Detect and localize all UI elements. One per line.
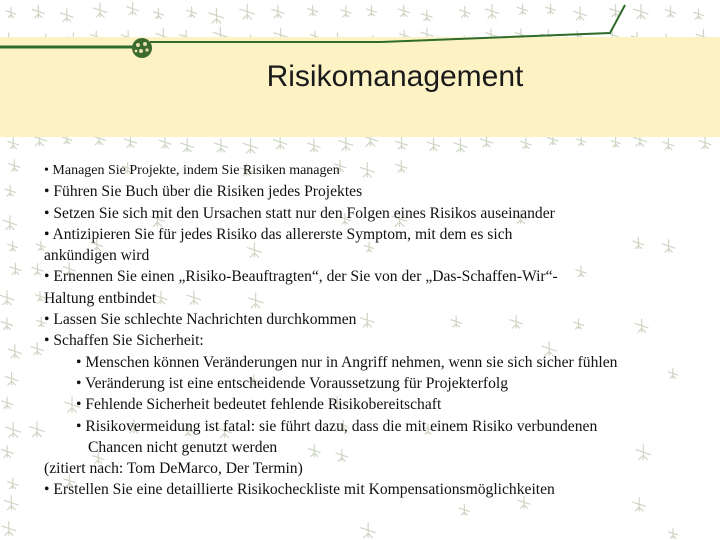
pattern-figure <box>1 445 13 457</box>
pattern-figure <box>273 135 287 149</box>
pattern-figure <box>4 495 19 510</box>
bullet-line: • Lassen Sie schlechte Nachrichten durchkommen <box>44 311 357 329</box>
pattern-figure <box>31 263 43 275</box>
pattern-figure <box>7 478 18 489</box>
pattern-figure <box>9 263 21 275</box>
bullet-line: • Managen Sie Projekte, indem Sie Risiken managen <box>44 163 340 178</box>
pattern-figure <box>459 504 470 515</box>
header-line-right <box>150 5 625 42</box>
bullet-line: • Ernennen Sie einen „Risiko-Beauftragten“, der Sie von der „Das-Schaffen-Wir“- <box>44 268 558 286</box>
pattern-figure <box>5 372 18 385</box>
sub-bullet-line: • Risikovermeidung ist fatal: sie führt dazu, dass die mit einem Risiko verbundenen <box>76 417 598 435</box>
slide-title: Risikomanagement <box>266 60 524 93</box>
bullet-line: ankündigen wird <box>44 247 150 265</box>
pattern-figure <box>1 317 13 329</box>
pattern-figure <box>1 521 16 536</box>
pattern-figure <box>610 137 620 147</box>
sub-bullet-line: • Veränderung ist eine entscheidende Voraussetzung für Projekterfolg <box>76 374 509 392</box>
pattern-figure <box>29 421 45 437</box>
bullet-line: Haltung entbindet <box>44 289 157 307</box>
bullet-list <box>44 160 714 501</box>
bullet-line: • Schaffen Sie Sicherheit: <box>44 332 204 350</box>
pattern-figure <box>180 138 194 152</box>
pattern-figure <box>31 342 44 355</box>
bullet-line: • Führen Sie Buch über die Risiken jedes Projektes <box>44 183 363 201</box>
pattern-figure <box>520 138 531 149</box>
pattern-figure <box>3 215 17 229</box>
pattern-figure <box>699 137 711 149</box>
pattern-figure <box>0 290 14 305</box>
pattern-figure <box>453 138 467 152</box>
globe-icon <box>132 38 152 58</box>
pattern-figure <box>338 136 353 151</box>
pattern-figure <box>4 185 15 196</box>
pattern-figure <box>8 159 20 171</box>
header-decoration <box>0 0 720 60</box>
pattern-figure <box>243 138 258 153</box>
pattern-figure <box>307 139 320 152</box>
pattern-figure <box>5 422 21 438</box>
sub-bullet-line: Chancen nicht genutzt werden <box>88 438 278 456</box>
bullet-line: • Setzen Sie sich mit den Ursachen statt nur den Folgen eines Risikos auseinander <box>44 204 555 222</box>
bullet-line: • Erstellen Sie eine detaillierte Risikocheckliste mit Kompensationsmöglichkeiten <box>44 481 555 499</box>
sub-bullet-line: • Fehlende Sicherheit bedeutet fehlende Risikobereitschaft <box>76 396 442 414</box>
pattern-figure <box>7 137 19 149</box>
pattern-figure <box>360 522 376 538</box>
pattern-figure <box>1 397 13 409</box>
pattern-figure <box>668 528 678 538</box>
bullet-line: • Antizipieren Sie für jedes Risiko das allererste Symptom, mit dem es sich <box>44 225 513 243</box>
pattern-figure <box>159 136 172 149</box>
pattern-figure <box>7 241 18 252</box>
bullet-line: (zitiert nach: Tom DeMarco, Der Termin) <box>44 460 303 478</box>
pattern-figure <box>662 138 674 150</box>
sub-bullet-line: • Menschen können Veränderungen nur in Angriff nehmen, wenn sie sich sicher fühlen <box>76 353 618 371</box>
pattern-figure <box>214 138 228 152</box>
pattern-figure <box>427 138 440 151</box>
pattern-figure <box>395 137 407 149</box>
pattern-figure <box>8 344 22 358</box>
